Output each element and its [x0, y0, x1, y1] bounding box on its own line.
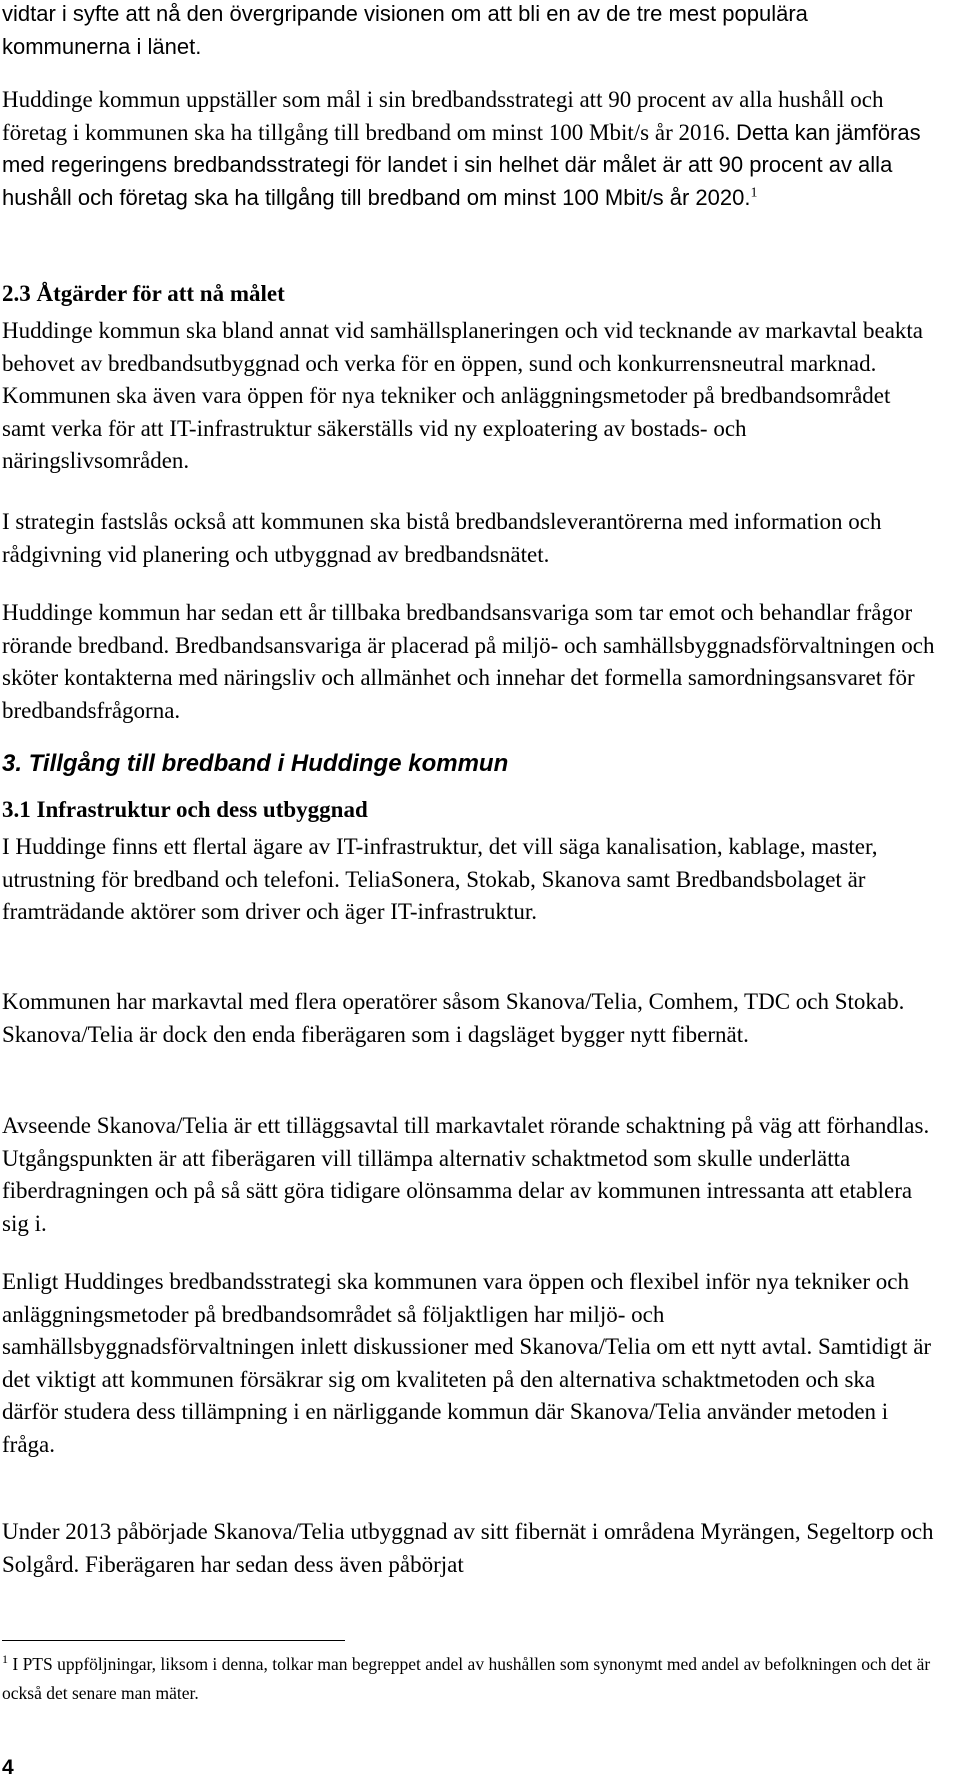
goal-text-sans: Detta kan jämföras med regeringens bredbandsstrategi för landet i sin helhet där målet är att 90 procent av alla hushåll och företag ska ha tillgång till bredband om minst 100 Mbit/s år 2020. [2, 119, 921, 210]
section-2-3-paragraph-2: I strategin fastslås också att kommunen ska bistå bredbandsleverantörerna med information och rådgivning vid planering och utbyggnad av bredbandsnätet. [2, 509, 882, 567]
section-3-1-paragraph-5: Under 2013 påbörjade Skanova/Telia utbyggnad av sitt fibernät i områdena Myrängen, Segeltorp och Solgård. Fiberägaren har sedan dess även påbörjat [2, 1519, 934, 1577]
section-2-3-paragraph-3: Huddinge kommun har sedan ett år tillbaka bredbandsansvariga som tar emot och behandlar frågor rörande bredband. Bredbandsansvariga är placerad på miljö- och samhällsbyggnadsförvaltningen och sköter kontakterna med näringsliv och allmänhet och innehar det formella samordningsansvaret för bredbandsfrågorna. [2, 600, 935, 723]
section-2-3-heading: 2.3 Åtgärder för att nå målet [2, 281, 285, 306]
footnote-separator [2, 1640, 345, 1641]
goal-text-serif: Huddinge kommun uppställer som mål i sin bredbandsstrategi att 90 procent av alla hushåll och företag i kommunen ska ha tillgång till bredband om minst 100 Mbit/s år 2016. [2, 87, 884, 145]
chapter-3-heading: 3. Tillgång till bredband i Huddinge kommun [2, 750, 509, 777]
section-3-1-paragraph-4: Enligt Huddinges bredbandsstrategi ska kommunen vara öppen och flexibel inför nya tekniker och anläggningsmetoder på bredbandsområdet så följaktligen har miljö- och samhällsbyggnadsförvaltningen inlett diskussioner med Skanova/Telia om ett nytt avtal. Samtidigt är det viktigt att kommunen försäkrar sig om kvaliteten på den alternativa schaktmetoden och ska därför studera dess tillämpning i en närliggande kommun där Skanova/Telia använder metoden i fråga. [2, 1269, 932, 1457]
section-3-1-paragraph-1: I Huddinge finns ett flertal ägare av IT-infrastruktur, det vill säga kanalisation, kablage, master, utrustning för bredband och telefoni. TeliaSonera, Stokab, Skanova samt Bredbandsbolaget är framträdande aktörer som driver och äger IT-infrastruktur. [2, 834, 878, 924]
footnote [2, 1650, 937, 1708]
section-3-1-paragraph-3: Avseende Skanova/Telia är ett tilläggsavtal till markavtalet rörande schaktning på väg att förhandlas. Utgångspunkten är att fiberägaren vill tillämpa alternativ schaktmetod som skulle underlätta fiberdragningen och på så sätt göra tidigare olönsamma delar av kommunen intressanta att etablera sig i. [2, 1113, 930, 1236]
footnote-reference[interactable]: 1 [750, 184, 758, 200]
page-number: 4 [2, 1756, 14, 1779]
intro-paragraph [2, 0, 937, 63]
intro-text: vidtar i syfte att nå den övergripande visionen om att bli en av de tre mest populära kommunerna i länet. [2, 1, 808, 59]
goal-paragraph [2, 84, 937, 214]
section-3-1-heading: 3.1 Infrastruktur och dess utbyggnad [2, 797, 368, 822]
section-2-3-paragraph-1: Huddinge kommun ska bland annat vid samhällsplaneringen och vid tecknande av markavtal beakta behovet av bredbandsutbyggnad och verka för en öppen, sund och konkurrensneutral marknad. Kommunen ska även vara öppen för nya tekniker och anläggningsmetoder på bredbandsområdet samt verka för att IT-infrastruktur säkerställs vid ny exploatering av bostads- och näringslivsområden. [2, 318, 923, 473]
section-3-1-paragraph-2: Kommunen har markavtal med flera operatörer såsom Skanova/Telia, Comhem, TDC och Stokab. Skanova/Telia är dock den enda fiberägaren som i dagsläget bygger nytt fibernät. [2, 989, 905, 1047]
footnote-number: 1 [2, 1652, 8, 1667]
footnote-text: I PTS uppföljningar, liksom i denna, tolkar man begreppet andel av hushållen som synonymt med andel av befolkningen och det är också det senare man mäter. [2, 1654, 931, 1703]
